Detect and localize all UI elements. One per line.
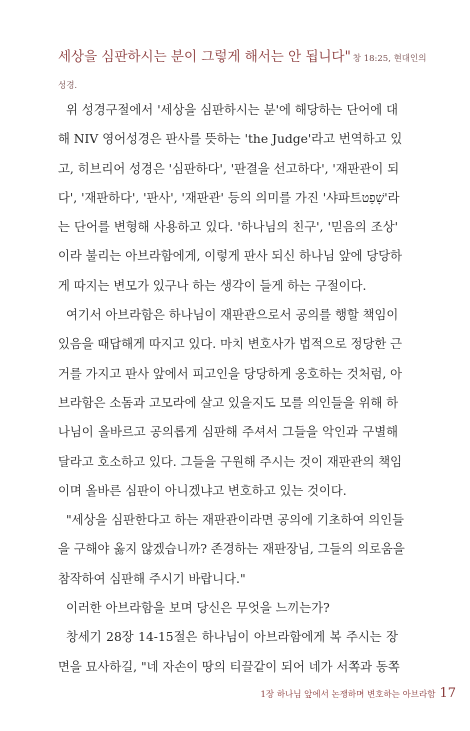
body-line: 있음을 때답해게 따지고 있다. 마치 변호사가 법적으로 정당한 근 — [58, 337, 403, 352]
body-line: 해 NIV 영어성경은 판사를 뜻하는 'the Judge'라고 번역하고 있 — [58, 132, 403, 147]
page-footer — [250, 682, 456, 701]
body-line: 창세기 28장 14-15절은 하나님이 아브라함에게 복 주시는 장 — [66, 630, 398, 645]
body-line: 을 구해야 옳지 않겠습니까? 존경하는 재판장님, 그들의 의로움을 — [58, 542, 405, 557]
running-title: 1장 하나님 앞에서 논쟁하며 변호하는 아브라함 — [260, 690, 436, 700]
body-line: 브라함은 소돔과 고모라에 살고 있을지도 모를 의인들을 위해 하 — [58, 395, 399, 410]
page-number: 17 — [439, 686, 456, 701]
header-quote — [58, 47, 458, 69]
body-line: 이러한 아브라함을 보며 당신은 무엇을 느끼는가? — [66, 601, 330, 616]
body-line: 면을 묘사하길, "네 자손이 땅의 티끌같이 되어 네가 서쪽과 동쪽 — [58, 659, 400, 674]
body-line: 게 따지는 변모가 있구나 하는 생각이 들게 하는 구절이다. — [58, 278, 367, 293]
header-quote-reference: 창 18:25, 현대인의 — [352, 54, 427, 64]
body-line: 달라고 호소하고 있다. 그들을 구원해 주시는 것이 재판관의 책임 — [58, 454, 403, 469]
body-line: 이라 불리는 아브라함에게, 이렇게 판사 되신 하나님 앞에 당당하 — [58, 249, 403, 264]
body-line: "세상을 심판한다고 하는 재판관이라면 공의에 기초하여 의인들 — [66, 513, 404, 528]
body-line: 참작하여 심판해 주시기 바랍니다." — [58, 571, 246, 586]
header-quote-text: 세상을 심판하시는 분이 그렇게 해서는 안 됩니다" — [58, 49, 351, 65]
body-line: 위 성경구절에서 '세상을 심판하시는 분'에 해당하는 단어에 대 — [66, 103, 398, 117]
body-text — [58, 96, 405, 682]
body-line: 고, 히브리어 성경은 '심판하다', '판결을 선고하다', '재판관이 되 — [58, 161, 400, 176]
body-line: 다', '재판하다', '판사', '재판관' 등의 의미를 가진 '샤파트שָׁפַט'라 — [58, 190, 400, 205]
body-line: 거를 가지고 판사 앞에서 피고인을 당당하게 옹호하는 것처럼, 아 — [58, 366, 403, 381]
header-quote-reference-cont: 성경. — [58, 81, 78, 91]
body-line: 여기서 아브라함은 하나님이 재판관으로서 공의를 행할 책임이 — [66, 308, 399, 323]
body-line: 이며 올바른 심판이 아니겠냐고 변호하고 있는 것이다. — [58, 483, 347, 498]
body-line: 는 단어를 변형해 사용하고 있다. '하나님의 친구', '믿음의 조상' — [58, 220, 398, 235]
body-line: 나님이 올바르고 공의롭게 심판해 주셔서 그들을 악인과 구별해 — [58, 425, 398, 440]
